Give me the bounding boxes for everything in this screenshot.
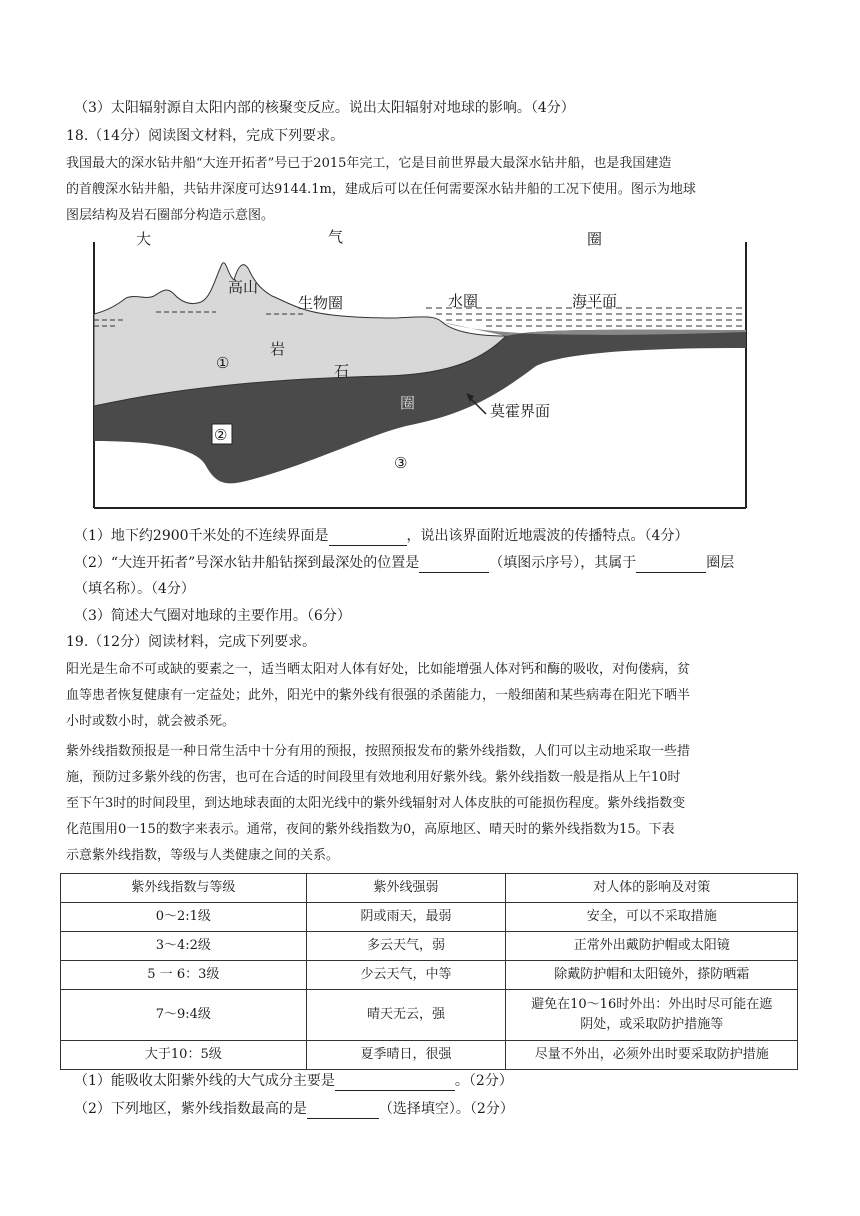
q19-para2-line-5: 示意紫外线指数，等级与人类健康之间的关系。 <box>66 848 340 863</box>
q18-part1-text-b: ，说出该界面附近地震波的传播特点。（4分） <box>406 528 689 544</box>
q18-material-line-3: 图层结构及岩石圈部分构造示意图。 <box>66 208 275 223</box>
label-num3: ③ <box>394 454 408 472</box>
table-cell: 0～2:1级 <box>61 903 307 932</box>
q19-para1-line-3: 小时或数小时，就会被杀死。 <box>66 714 236 729</box>
q19-part2 <box>74 1099 814 1119</box>
q18-material-line-1: 我国最大的深水钻井船“大连开拓者”号已于2015年完工，它是目前世界最大最深水钻井船，也是我国建造 <box>66 156 672 171</box>
q18-part2-text-a: （2）“大连开拓者”号深水钻井船钻探到最深处的位置是 <box>74 555 420 571</box>
q19-part2-blank[interactable] <box>307 1104 379 1119</box>
label-atmosphere-qi: 气 <box>328 228 344 246</box>
q19-header: 19.（12分）阅读材料，完成下列要求。 <box>66 634 317 650</box>
q19-para1-line-2: 血等患者恢复健康有一定益处；此外，阳光中的紫外线有很强的杀菌能力，一般细菌和某些病毒在阳光下晒半 <box>66 688 691 703</box>
table-cell: 夏季晴日，很强 <box>306 1041 506 1070</box>
q19-part2-text-b: （选择填空）。（2分） <box>378 1101 514 1117</box>
label-num2: ② <box>214 426 228 444</box>
table-row <box>61 903 798 932</box>
label-hydrosphere: 水圈 <box>448 292 479 310</box>
table-cell-line: 阴处，或采取防护措施等 <box>580 1017 724 1032</box>
label-moho: 莫霍界面 <box>490 402 551 420</box>
table-cell: 正常外出戴防护帽或太阳镜 <box>506 932 798 961</box>
q19-part1-blank[interactable] <box>335 1076 455 1091</box>
table-cell: 多云天气，弱 <box>306 932 506 961</box>
earth-layers-svg <box>66 236 766 516</box>
label-yan: 岩 <box>270 340 286 358</box>
q19-para2-line-1: 紫外线指数预报是一种日常生活中十分有用的预报，按照预报发布的紫外线指数，人们可以主动地采取一些措 <box>66 744 691 759</box>
table-row <box>61 1041 798 1070</box>
q19-part1 <box>74 1071 814 1091</box>
label-biosphere: 生物圈 <box>298 294 344 312</box>
table-header-cell: 紫外线强弱 <box>306 874 506 903</box>
q18-header: 18.（14分）阅读图文材料，完成下列要求。 <box>66 128 345 144</box>
label-quan-litho: 圈 <box>400 394 416 412</box>
table-cell: 尽量不外出，必须外出时要采取防护措施 <box>506 1041 798 1070</box>
q19-part1-text-b: 。（2分） <box>454 1073 513 1089</box>
q18-material-line-2: 的首艘深水钻井船，共钻井深度可达9144.1m，建成后可以在任何需要深水钻井船的工况下使用。图示为地球 <box>66 182 696 197</box>
q18-part1-text-a: （1）地下约2900千米处的不连续界面是 <box>74 528 329 544</box>
table-cell: 阴或雨天，最弱 <box>306 903 506 932</box>
q18-part2-text-c: 圈层 <box>706 555 735 571</box>
label-atmosphere-quan: 圈 <box>587 230 603 248</box>
q18-part3: （3）简述大气圈对地球的主要作用。（6分） <box>74 608 351 624</box>
q18-part2-cont: （填名称）。（4分） <box>74 581 195 597</box>
label-num1: ① <box>216 354 230 372</box>
q17-part3: （3）太阳辐射源自太阳内部的核聚变反应。说出太阳辐射对地球的影响。（4分） <box>74 100 575 116</box>
label-shi: 石 <box>334 362 350 380</box>
table-row <box>61 961 798 990</box>
q19-para2-line-3: 至下午3时的时间段里，到达地球表面的太阳光线中的紫外线辐射对人体皮肤的可能损伤程度。紫外线指数变 <box>66 796 686 811</box>
table-cell: 晴天无云，强 <box>306 990 506 1041</box>
earth-layers-diagram <box>66 228 766 516</box>
q19-para2-line-4: 化范围用0一15的数字来表示。通常，夜间的紫外线指数为0，高原地区、晴天时的紫外线指数为15。下表 <box>66 822 675 837</box>
q18-part2 <box>74 553 814 573</box>
label-atmosphere-da: 大 <box>136 230 152 248</box>
table-cell: 安全，可以不采取措施 <box>506 903 798 932</box>
q19-para1-line-1: 阳光是生命不可或缺的要素之一，适当晒太阳对人体有好处，比如能增强人体对钙和酶的吸收，对佝偻病，贫 <box>66 662 691 677</box>
table-cell: 除戴防护帽和太阳镜外，搽防晒霜 <box>506 961 798 990</box>
q19-part1-text-a: （1）能吸收太阳紫外线的大气成分主要是 <box>74 1073 335 1089</box>
table-header-cell: 紫外线指数与等级 <box>61 874 307 903</box>
q18-part2-text-b: （填图示序号），其属于 <box>489 555 637 571</box>
q18-part2-blank-2[interactable] <box>636 558 706 573</box>
table-header-cell: 对人体的影响及对策 <box>506 874 798 903</box>
table-row <box>61 990 798 1041</box>
table-cell <box>506 990 798 1041</box>
table-cell: 5 一 6：3级 <box>61 961 307 990</box>
q18-part1-blank[interactable] <box>329 531 407 546</box>
label-gaoshan: 高山 <box>228 278 259 296</box>
table-cell-line: 避免在10～16时外出：外出时尽可能在遮 <box>531 997 773 1012</box>
label-sea-level: 海平面 <box>572 292 618 310</box>
table-cell: 7～9:4级 <box>61 990 307 1041</box>
table-cell: 3～4:2级 <box>61 932 307 961</box>
table-header-row <box>61 874 798 903</box>
q18-part2-blank-1[interactable] <box>419 558 489 573</box>
table-cell: 少云天气，中等 <box>306 961 506 990</box>
table-cell: 大于10：5级 <box>61 1041 307 1070</box>
table-row <box>61 932 798 961</box>
ocean-water <box>426 308 746 326</box>
q18-part1 <box>74 526 814 546</box>
q19-para2-line-2: 施，预防过多紫外线的伤害，也可在合适的时间段里有效地利用好紫外线。紫外线指数一般是指从上午10时 <box>66 770 681 785</box>
q19-part2-text-a: （2）下列地区，紫外线指数最高的是 <box>74 1101 307 1117</box>
uv-index-table <box>60 873 798 1070</box>
